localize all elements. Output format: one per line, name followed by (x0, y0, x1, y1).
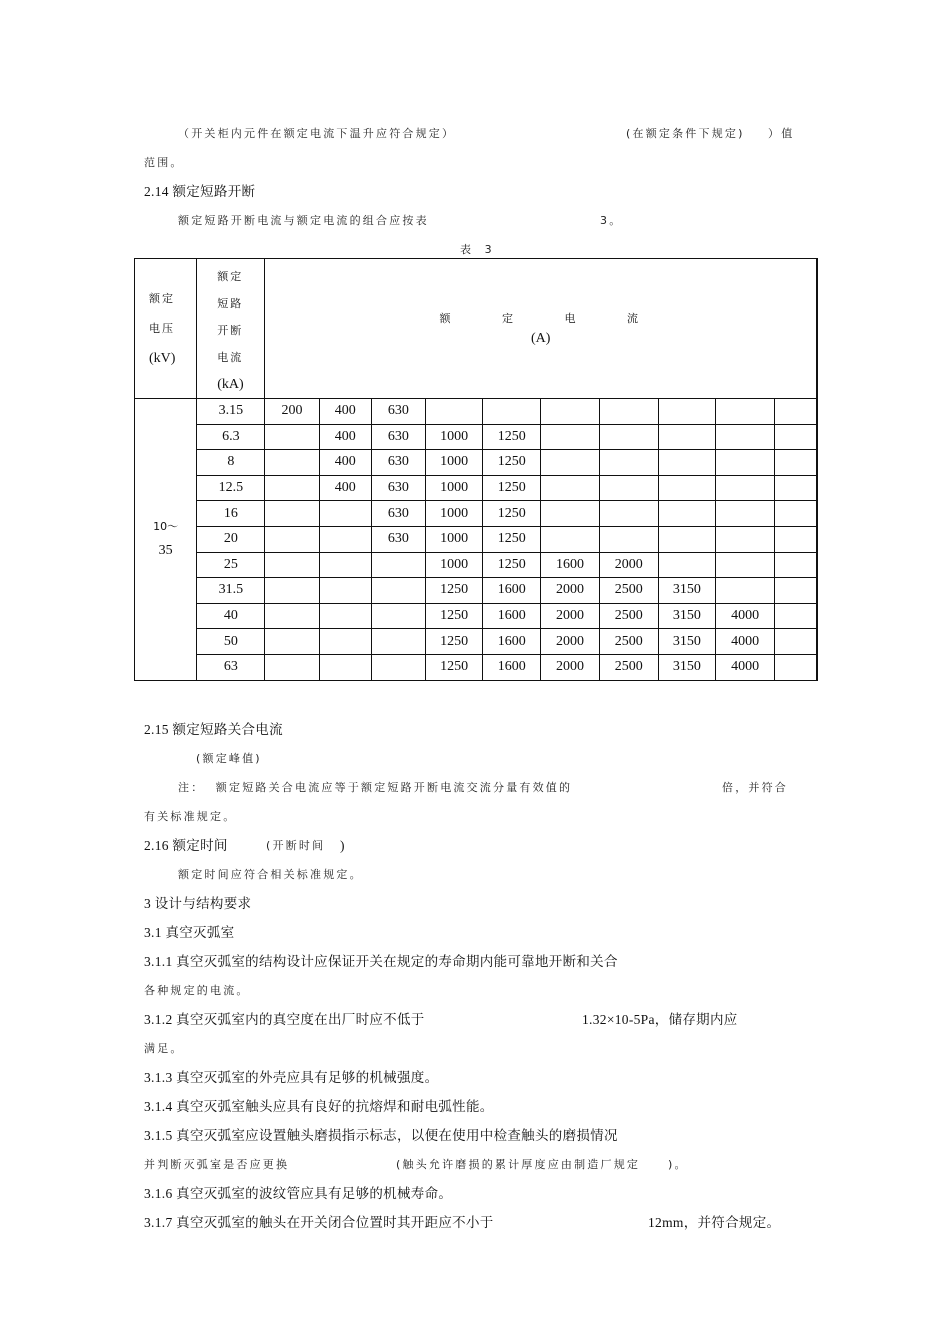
cell-rated-current: 3150 (658, 603, 715, 629)
cell-rated-current (715, 552, 774, 578)
cell-breaking-current: 16 (197, 501, 265, 527)
cell-rated-current (265, 450, 319, 476)
cell-rated-voltage (135, 399, 197, 681)
cell-rated-current: 1250 (483, 475, 541, 501)
text-line: )。 (668, 1158, 688, 1171)
cell-breaking-current: 12.5 (197, 475, 265, 501)
header-text: 短路 (217, 296, 244, 310)
cell-rated-current (371, 629, 425, 655)
cell-rated-current (541, 450, 599, 476)
cell-rated-current: 200 (265, 399, 319, 425)
cell-rated-current (541, 526, 599, 552)
cell-rated-current (775, 552, 817, 578)
cell-rated-current: 1600 (541, 552, 599, 578)
cell-rated-current: 1250 (426, 603, 483, 629)
table-row (135, 603, 818, 629)
text-line: 范围。 (144, 156, 184, 169)
text-line: 额定时间应符合相关标准规定。 (178, 868, 363, 881)
cell-rated-current: 1250 (426, 629, 483, 655)
cell-breaking-current: 25 (197, 552, 265, 578)
cell-rated-current: 1250 (426, 654, 483, 680)
text-line: 1.32×10-5Pa，储存期内应 (582, 1012, 738, 1027)
cell-breaking-current: 20 (197, 526, 265, 552)
cell-rated-current: 4000 (715, 654, 774, 680)
cell-rated-current (775, 450, 817, 476)
cell-rated-current (658, 552, 715, 578)
cell-rated-current: 1250 (483, 501, 541, 527)
cell-rated-current (658, 424, 715, 450)
header-rated-voltage (135, 259, 197, 399)
table-row (135, 526, 818, 552)
cell-rated-current: 630 (371, 424, 425, 450)
cell-rated-current (319, 629, 371, 655)
section-heading-text: 2.14 额定短路开断 (144, 184, 256, 199)
cell-rated-current: 2500 (599, 654, 658, 680)
table-row (135, 629, 818, 655)
cell-rated-current (483, 399, 541, 425)
cell-rated-current: 3150 (658, 578, 715, 604)
cell-rated-current (371, 578, 425, 604)
cell-rated-current: 1250 (483, 450, 541, 476)
cell-rated-current (715, 399, 774, 425)
text-line: 满足。 (144, 1042, 184, 1055)
cell-rated-current: 400 (319, 450, 371, 476)
cell-breaking-current: 40 (197, 603, 265, 629)
cell-rated-current: 630 (371, 526, 425, 552)
cell-rated-current (265, 424, 319, 450)
cell-rated-current (775, 399, 817, 425)
cell-rated-current: 1250 (483, 424, 541, 450)
header-text: (kA) (217, 376, 244, 392)
text-line: 3.1.2 真空灭弧室内的真空度在出厂时应不低于 (144, 1012, 425, 1027)
cell-rated-current: 400 (319, 475, 371, 501)
cell-rated-current: 400 (319, 399, 371, 425)
cell-rated-current (775, 475, 817, 501)
cell-rated-current: 3150 (658, 654, 715, 680)
header-text: 额 定 电 流 (439, 311, 662, 325)
cell-rated-current: 1000 (426, 424, 483, 450)
rated-current-table (134, 258, 818, 681)
cell-rated-current (775, 629, 817, 655)
cell-rated-current (265, 475, 319, 501)
header-rated-current (265, 259, 817, 399)
table-header-row (135, 259, 818, 399)
table-row (135, 552, 818, 578)
cell-rated-current: 3150 (658, 629, 715, 655)
table-row (135, 399, 818, 425)
cell-rated-current (319, 603, 371, 629)
cell-rated-current (599, 501, 658, 527)
cell-rated-current: 2500 (599, 629, 658, 655)
header-text: 电压 (149, 321, 175, 335)
cell-breaking-current: 50 (197, 629, 265, 655)
cell-rated-current (371, 552, 425, 578)
cell-rated-current (658, 399, 715, 425)
table-caption: 表 3 (460, 243, 494, 256)
cell-rated-current: 630 (371, 450, 425, 476)
section-heading: 2.16 额定时间 (144, 838, 228, 853)
cell-rated-current (265, 629, 319, 655)
cell-rated-current (775, 578, 817, 604)
cell-rated-current (715, 501, 774, 527)
text-line: ) (340, 838, 345, 853)
cell-rated-current: 1000 (426, 450, 483, 476)
cell-rated-current: 2500 (599, 578, 658, 604)
section-heading (144, 184, 255, 200)
cell-rated-current (658, 475, 715, 501)
cell-rated-current (715, 450, 774, 476)
cell-rated-current: 1600 (483, 654, 541, 680)
table-row (135, 450, 818, 476)
cell-rated-current (265, 603, 319, 629)
cell-breaking-current: 6.3 (197, 424, 265, 450)
cell-rated-current (541, 399, 599, 425)
cell-rated-current: 2000 (599, 552, 658, 578)
cell-rated-current: 400 (319, 424, 371, 450)
cell-rated-current (658, 526, 715, 552)
text-line: (在额定条件下规定) (626, 127, 745, 140)
table-row (135, 501, 818, 527)
cell-rated-current (541, 501, 599, 527)
cell-rated-current: 1250 (483, 552, 541, 578)
cell-rated-current (319, 552, 371, 578)
cell-rated-current: 1600 (483, 578, 541, 604)
cell-rated-current (599, 526, 658, 552)
cell-rated-current (775, 501, 817, 527)
cell-rated-current: 4000 (715, 629, 774, 655)
cell-breaking-current: 31.5 (197, 578, 265, 604)
voltage-text: 35 (158, 543, 173, 559)
cell-rated-current: 1600 (483, 603, 541, 629)
cell-rated-current (599, 450, 658, 476)
text-line: 3.1.3 真空灭弧室的外壳应具有足够的机械强度。 (144, 1070, 439, 1085)
cell-rated-current (371, 603, 425, 629)
cell-rated-current (715, 424, 774, 450)
cell-rated-current (265, 654, 319, 680)
header-rated-breaking-current (197, 259, 265, 399)
header-text: (kV) (149, 350, 176, 366)
text-line: 有关标准规定。 (144, 810, 237, 823)
cell-rated-current (775, 424, 817, 450)
text-line: 各种规定的电流。 (144, 984, 250, 997)
cell-rated-current (599, 399, 658, 425)
cell-rated-current (715, 526, 774, 552)
text-line: （开关柜内元件在额定电流下温升应符合规定） (178, 127, 456, 140)
cell-rated-current: 2000 (541, 578, 599, 604)
cell-rated-current (541, 424, 599, 450)
text-line: 3.1.1 真空灭弧室的结构设计应保证开关在规定的寿命期内能可靠地开断和关合 (144, 954, 618, 969)
cell-rated-current (265, 501, 319, 527)
cell-rated-current (715, 475, 774, 501)
cell-rated-current: 1000 (426, 501, 483, 527)
cell-rated-current (599, 424, 658, 450)
text-line: 3.1.4 真空灭弧室触头应具有良好的抗熔焊和耐电弧性能。 (144, 1099, 494, 1114)
table-row (135, 578, 818, 604)
table-row (135, 475, 818, 501)
section-heading (144, 722, 283, 738)
cell-rated-current: 630 (371, 399, 425, 425)
section-heading: 3.1 真空灭弧室 (144, 925, 235, 940)
cell-rated-current: 630 (371, 501, 425, 527)
cell-breaking-current: 8 (197, 450, 265, 476)
cell-rated-current (319, 526, 371, 552)
cell-rated-current (715, 578, 774, 604)
cell-rated-current (265, 578, 319, 604)
cell-rated-current: 2000 (541, 603, 599, 629)
cell-rated-current (775, 654, 817, 680)
table-row (135, 424, 818, 450)
cell-rated-current: 2500 (599, 603, 658, 629)
cell-rated-current (775, 603, 817, 629)
cell-breaking-current: 3.15 (197, 399, 265, 425)
text-line: 3。 (600, 214, 623, 227)
text-line: 3.1.5 真空灭弧室应设置触头磨损指示标志，以便在使用中检查触头的磨损情况 (144, 1128, 618, 1143)
cell-rated-current (265, 552, 319, 578)
section-heading: 3 设计与结构要求 (144, 896, 252, 911)
text-line: (开断时间 (266, 839, 326, 852)
cell-rated-current (426, 399, 483, 425)
cell-rated-current: 1000 (426, 526, 483, 552)
text-line: 倍，并符合 (722, 781, 788, 794)
cell-rated-current: 1250 (426, 578, 483, 604)
cell-rated-current (319, 654, 371, 680)
cell-rated-current: 1000 (426, 475, 483, 501)
cell-rated-current (658, 450, 715, 476)
cell-rated-current (541, 475, 599, 501)
cell-rated-current (775, 526, 817, 552)
header-text: 额定 (217, 269, 244, 283)
header-text: 开断 (217, 323, 244, 337)
cell-rated-current (319, 501, 371, 527)
text-line: (额定峰值) (196, 752, 262, 765)
cell-rated-current (265, 526, 319, 552)
cell-rated-current: 2000 (541, 654, 599, 680)
cell-rated-current: 1600 (483, 629, 541, 655)
cell-rated-current (599, 475, 658, 501)
voltage-text: 10～ (153, 520, 179, 534)
cell-rated-current: 4000 (715, 603, 774, 629)
header-text: 电流 (217, 350, 244, 364)
header-text: (A) (531, 330, 551, 346)
cell-breaking-current: 63 (197, 654, 265, 680)
header-text: 额定 (149, 291, 175, 305)
cell-rated-current: 630 (371, 475, 425, 501)
cell-rated-current: 2000 (541, 629, 599, 655)
text-line: 额定短路开断电流与额定电流的组合应按表 (178, 214, 429, 227)
cell-rated-current: 1250 (483, 526, 541, 552)
text-line: 3.1.7 真空灭弧室的触头在开关闭合位置时其开距应不小于 (144, 1215, 494, 1230)
cell-rated-current (371, 654, 425, 680)
section-heading-text: 2.15 额定短路关合电流 (144, 722, 283, 737)
cell-rated-current (658, 501, 715, 527)
table-row (135, 654, 818, 680)
cell-rated-current (319, 578, 371, 604)
text-line: (触头允许磨损的累计厚度应由制造厂规定 (396, 1158, 641, 1171)
text-line: ）值 (768, 127, 795, 140)
text-line: 12mm，并符合规定。 (648, 1215, 781, 1230)
text-line: 并判断灭弧室是否应更换 (144, 1158, 290, 1171)
text-line: 注： 额定短路关合电流应等于额定短路开断电流交流分量有效值的 (178, 781, 573, 794)
cell-rated-current: 1000 (426, 552, 483, 578)
text-line: 3.1.6 真空灭弧室的波纹管应具有足够的机械寿命。 (144, 1186, 453, 1201)
